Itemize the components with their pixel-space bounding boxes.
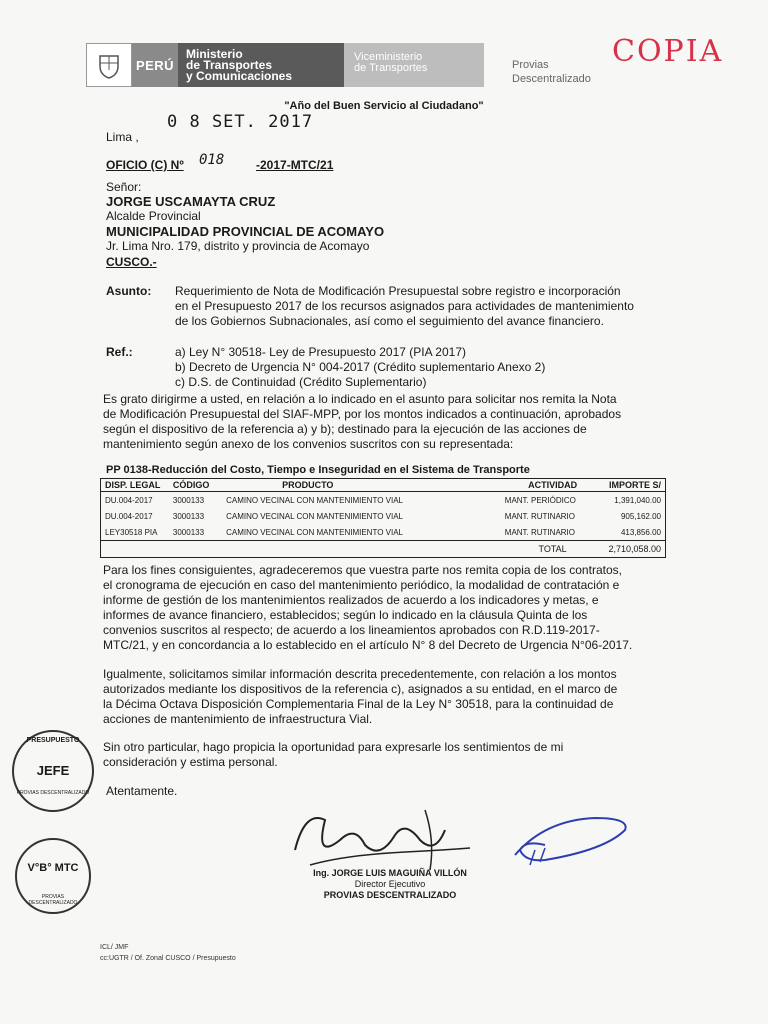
col-actividad: ACTIVIDAD (501, 479, 605, 492)
col-importe: IMPORTE S/ (604, 479, 665, 492)
signatory-org: PROVIAS DESCENTRALIZADO (323, 890, 457, 900)
recipient-entity: MUNICIPALIDAD PROVINCIAL DE ACOMAYO (106, 224, 385, 239)
date-stamp: 0 8 SET. 2017 (167, 112, 314, 132)
blue-initials-graphic (505, 810, 640, 875)
oficio-prefix: OFICIO (C) Nº (106, 158, 184, 172)
signatory-title: Director Ejecutivo (354, 879, 426, 889)
col-disp-legal: DISP. LEGAL (101, 479, 169, 492)
col-producto: PRODUCTO (222, 479, 501, 492)
ministry-label: Ministerio de Transportes y Comunicaciones (178, 43, 344, 87)
recipient-position: Alcalde Provincial (106, 209, 201, 223)
approval-stamp: V°B° MTC PROVIAS DESCENTRALIZADO (15, 838, 91, 914)
government-header (86, 43, 344, 87)
col-codigo: CÓDIGO (169, 479, 222, 492)
ref-item: c) D.S. de Continuidad (Crédito Suplementario) (175, 375, 427, 389)
closing: Atentamente. (106, 784, 178, 798)
asunto-label: Asunto: (106, 284, 152, 298)
oficio-number: 018 (199, 152, 225, 168)
budget-table (100, 478, 666, 558)
peru-label: PERÚ (132, 43, 178, 87)
table-total-row (101, 541, 665, 558)
copy-stamp: COPIA (612, 34, 724, 69)
paragraph-4: Sin otro particular, hago propicia la oportunidad para expresarle los sentimientos de mi consideración y estima personal. (103, 740, 564, 769)
table-title: PP 0138-Reducción del Costo, Tiempo e Inseguridad en el Sistema de Transporte (106, 464, 530, 476)
ref-list (175, 345, 655, 390)
ref-label: Ref.: (106, 345, 133, 359)
total-label: TOTAL (538, 544, 567, 554)
place-label: Lima , (106, 130, 139, 144)
salutation: Señor: (106, 180, 142, 194)
viceministry-label: Viceministerio de Transportes (344, 43, 484, 87)
signatory-block (300, 868, 480, 901)
signatory-name: Ing. JORGE LUIS MAGUIÑA VILLÓN (313, 868, 467, 878)
ref-item: a) Ley N° 30518- Ley de Presupuesto 2017 (PIA 2017) (175, 345, 466, 359)
table-row: LEY30518 PIA 3000133 CAMINO VECINAL CON MANTENIMIENTO VIAL MANT. RUTINARIO 413,856.00 (105, 527, 661, 537)
recipient-name: JORGE USCAMAYTA CRUZ (106, 194, 276, 209)
paragraph-2: Para los fines consiguientes, agradeceremos que vuestra parte nos remita copia de los contratos, el cronograma de ejecución en caso del mantenimiento periódico, la modalidad de contratación e informe de gestión de los mantenimientos realizados de acuerdo a los indicadores y metas, e informes de avance financiero, establecidos; según lo indicado en la cláusula Quinta de los convenios suscritos al respecto; de acuerdo a los lineamientos aprobados con R.D.119-2017- MTC/21, y en concordancia a lo establecido en el artículo N° 8 del Decreto de Urgencia N°06-2017. (103, 563, 633, 652)
ref-item: b) Decreto de Urgencia N° 004-2017 (Crédito suplementario Anexo 2) (175, 360, 546, 374)
recipient-address: Jr. Lima Nro. 179, distrito y provincia de Acomayo (106, 239, 370, 253)
initials: ICL/ JMF (100, 944, 129, 951)
paragraph-3: Igualmente, solicitamos similar información descrita precedentemente, con relación a los montos autorizados mediante los dispositivos de la referencia c), asignados a su entidad, en el marco de la Décima Octava Disposición Complementaria Final de la Ley N° 30518, para la continuidad de acciones de mantenimiento de infraestructura Vial. (103, 667, 618, 726)
total-value: 2,710,058.00 (608, 544, 661, 554)
table-header-row (101, 479, 665, 492)
paragraph-1: Es grato dirigirme a usted, en relación a lo indicado en el asunto para solicitar nos remita la Nota de Modificación Presupuestal del SIAF-MPP, por los montos indicados a continuación, aprobados según el dispositivo de la referencia a) y b); destinado para la ejecución de las acciones de mantenimiento según anexo de los convenios suscritos con su representada: (103, 392, 622, 451)
oficio-suffix: -2017-MTC/21 (256, 158, 334, 172)
cc-line: cc:UGTR / Of. Zonal CUSCO / Presupuesto (100, 955, 236, 962)
recipient-city: CUSCO.- (106, 255, 157, 269)
budget-office-stamp: PRESUPUESTO JEFE PROVIAS DESCENTRALIZADO (12, 730, 94, 812)
year-motto: "Año del Buen Servicio al Ciudadano" (284, 100, 484, 112)
provias-label: Provias Descentralizado (512, 59, 591, 85)
asunto-text: Requerimiento de Nota de Modificación Presupuestal sobre registro e incorporación en el Presupuesto 2017 de los recursos asignados para actividades de mantenimiento de los Gobiernos Subnacionales, así como el seguimiento del avance financiero. (175, 284, 634, 328)
table-row: DU.004-2017 3000133 CAMINO VECINAL CON MANTENIMIENTO VIAL MANT. RUTINARIO 905,162.00 (105, 511, 661, 521)
coat-of-arms-icon (86, 43, 132, 87)
table-row: DU.004-2017 3000133 CAMINO VECINAL CON MANTENIMIENTO VIAL MANT. PERIÓDICO 1,391,040.00 (105, 495, 661, 505)
